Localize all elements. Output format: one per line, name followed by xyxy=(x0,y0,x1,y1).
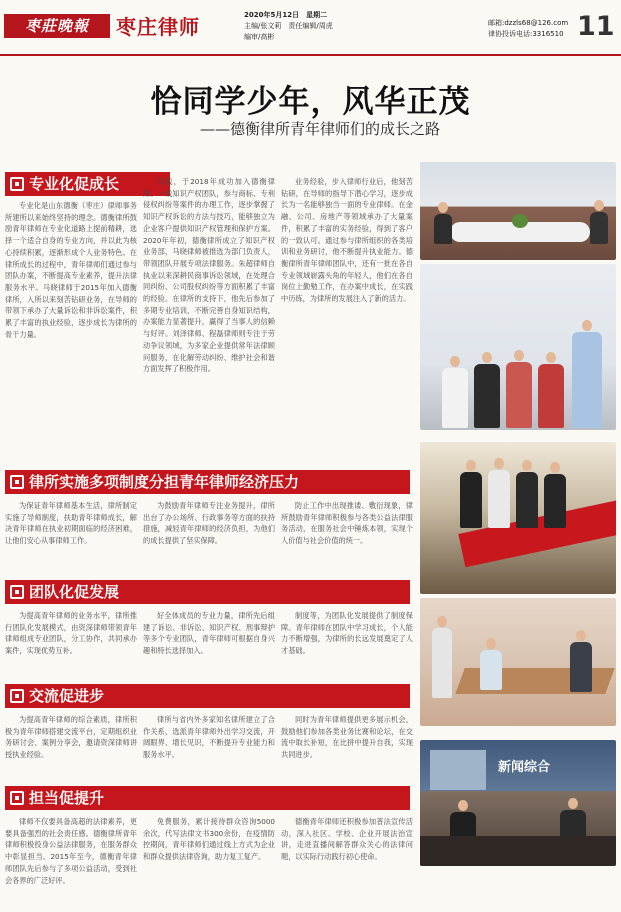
section-icon xyxy=(10,791,24,805)
article-column: 好全体成员的专业力量，律所先后组建了诉讼、非诉讼、知识产权、刑事辩护等多个专业团队，青年律师可根据自身兴趣和特长选择加入。 xyxy=(143,611,275,656)
masthead xyxy=(0,0,621,56)
section-heading: 交流促进步 xyxy=(29,687,105,705)
article-column: 为保证青年律师基本生活，律所制定实施了导师制度，扶助青年律师成长，解决青年律师在执业初期面临的经济困难，让他们安心从事律师工作。 xyxy=(5,501,137,546)
section-banner-exchange xyxy=(5,684,410,708)
page-number: 11 xyxy=(577,11,615,42)
designer-line: 编审/高彬 xyxy=(244,33,275,41)
photo-person xyxy=(538,364,564,428)
article-column: 专业化是山东德衡（枣庄）律师事务所建所以来始终坚持的理念。德衡律所鼓励青年律师在专业化道路上提前精耕，选择一个适合自身的专业方向，并以此为核心持续积累，逐渐形成个人业务特色。在律所成长的过程中，青年律师们通过参与团队办案，不断提高专业素养，提升法律服务水平。马晓律师于2015年加入德衡律所，入所以来刻苦钻研业务，在导师的带领下承办了大量诉讼和非诉讼案件，积累了丰富的执业经验，逐步成长为律所的骨干力量。 xyxy=(5,201,137,339)
section-banner-teamwork xyxy=(5,580,410,604)
article-column: 业务经验，步入律师行业后，他刻苦钻研，在导师的指导下潜心学习，逐步成长为一名能够独当一面的专业律师。在金融、公司、房地产等领域承办了大量案件，积累了丰富的实务经验，得到了客户的一致认可。通过参与律所组织的各类培训和业务研讨，他不断提升执业能力。德衡律所青年律师团队中，还有一批在各自专业领域崭露头角的年轻人，他们在各自岗位上勤勉工作，在办案中成长，在实践中历练，为律所的发展注入了新的活力。 xyxy=(281,177,413,304)
photo-screen xyxy=(430,750,486,790)
photo-person xyxy=(474,364,500,428)
article-column: 制度等，为团队化发展提供了制度保障。青年律师在团队中学习成长，个人能力不断增强，为律所的长远发展奠定了人才基础。 xyxy=(281,611,413,656)
section-banner-economic-support xyxy=(5,470,410,494)
article-column: 德衡青年律师还积极参加普法宣传活动，深入社区、学校、企业开展法治宣讲，走进直播间解答群众关心的法律问题，以实际行动践行初心使命。 xyxy=(281,817,413,862)
photo-outdoor-group xyxy=(420,442,616,594)
editor-line: 主编/张文莉 责任编辑/周虎 xyxy=(244,22,333,30)
photo-plant xyxy=(512,214,528,228)
photo-meeting xyxy=(420,162,616,260)
article-column: 为提高青年律师的综合素质，律所积极为青年律师搭建交流平台，定期组织业务研讨会、案例分享会，邀请资深律师讲授执业经验。 xyxy=(5,715,137,760)
section-heading: 律所实施多项制度分担青年律师经济压力 xyxy=(29,473,300,491)
sub-headline: ——德衡律所青年律师们的成长之路 xyxy=(199,120,440,138)
photo-person xyxy=(516,472,538,528)
photo-person xyxy=(488,470,510,528)
studio-sign: 新闻综合 xyxy=(498,760,551,775)
photo-person xyxy=(432,628,452,698)
photo-person xyxy=(480,650,502,690)
photo-person xyxy=(442,368,468,428)
photo-person xyxy=(590,212,608,244)
photo-person xyxy=(544,474,566,528)
section-heading: 担当促提升 xyxy=(29,789,105,807)
section-banner-responsibility xyxy=(5,786,410,810)
section-icon xyxy=(10,475,24,489)
photo-person xyxy=(460,472,482,528)
main-headline: 恰同学少年，风华正茂 xyxy=(150,84,471,120)
article-column: 律所与省内外多家知名律所建立了合作关系，选派青年律师外出学习交流，开阔眼界、增长见识，不断提升专业能力和服务水平。 xyxy=(143,715,275,760)
article-column: 为鼓励青年律师专注业务提升，律所出台了办公场所、行政事务等方面的扶持措施，减轻青年律师的经济负担，为他们的成长提供了坚实保障。 xyxy=(143,501,275,546)
article-column: 防止工作中出现推诿、敷衍现象，律所鼓励青年律师积极参与各类公益法律服务活动，在服务社会中锤炼本领，实现个人价值与社会价值的统一。 xyxy=(281,501,413,546)
photo-person xyxy=(570,642,592,692)
section-icon xyxy=(10,585,24,599)
photo-person xyxy=(572,332,602,428)
contact-info xyxy=(488,18,568,40)
article-column: 实践，于2018年成功加入德衡律所。一线知识产权团队，参与商标、专利侵权纠纷等案件的办理工作，逐步掌握了知识产权诉讼的方法与技巧，能够独立为企业客户提供知识产权管理和保护方案。2020年年初，德衡律所成立了知识产权业务部，马晓律师被推选为部门负责人，带领团队开展专项法律服务。朱超律师自执业以来深耕民商事诉讼领域，在处理合同纠纷、公司股权纠纷等方面积累了丰富的经验。在律所的支持下，他先后参加了多期专业培训，不断完善自身知识结构，办案能力显著提升，赢得了当事人的信赖与好评。刘泽律师、程磊律师则专注于劳动争议领域，为多家企业提供常年法律顾问服务，在化解劳动纠纷、维护社会和谐方面发挥了积极作用。 xyxy=(143,177,275,374)
section-title: 枣庄律师 xyxy=(116,15,200,39)
article-column: 免费服务，累计接待群众咨询5000余次，代写法律文书300余份，在疫情防控期间，青年律师们通过线上方式为企业和群众提供法律咨询，助力复工复产。 xyxy=(143,817,275,862)
photo-person xyxy=(506,362,532,428)
photo-community-service xyxy=(420,598,616,726)
issue-meta xyxy=(244,10,333,43)
email-line: 邮箱:dzzls68@126.com xyxy=(488,19,569,27)
hotline-line: 律协投诉电话:3316510 xyxy=(488,30,564,38)
article-column: 律师不仅要具备高超的法律素养，更要具备强烈的社会责任感。德衡律所青年律师积极投身公益法律服务，在服务群众中彰显担当。2015年至今，德衡青年律师团队先后参与了多项公益活动，受到社会各界的广泛好评。 xyxy=(5,817,137,885)
photo-studio-desk xyxy=(420,836,616,866)
photo-radio-studio xyxy=(420,740,616,866)
photo-person xyxy=(434,214,452,244)
section-icon xyxy=(10,689,24,703)
photo-lawyers-group xyxy=(420,264,616,430)
section-heading: 专业化促成长 xyxy=(29,175,120,193)
article-column: 为提高青年律师的业务水平，律所推行团队化发展模式，由资深律师带领青年律师组成专业团队，分工协作，共同承办案件，实现优势互补。 xyxy=(5,611,137,656)
section-icon xyxy=(10,177,24,191)
newspaper-logo: 枣莊晚報 xyxy=(4,14,110,38)
masthead-rule xyxy=(0,54,621,56)
date-line: 2020年5月12日 星期二 xyxy=(244,11,328,19)
article-column: 同时为青年律师提供更多展示机会，鼓励他们参加各类业务比赛和论坛，在交流中取长补短，在比拼中提升自我，实现共同进步。 xyxy=(281,715,413,760)
section-heading: 团队化促发展 xyxy=(29,583,120,601)
